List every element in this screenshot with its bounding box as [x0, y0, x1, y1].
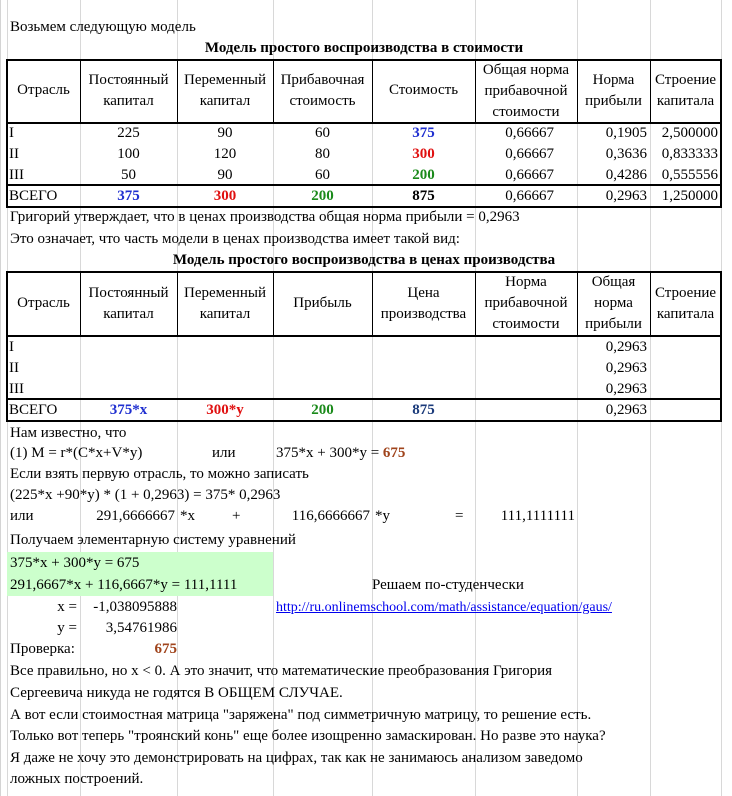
conclusion-line-5[interactable]: Я даже не хочу это демонстрировать на цифрах, так как не занимаюсь анализом заведомо [10, 750, 583, 766]
conclusion-line-1[interactable]: Все правильно, но x < 0. А это значит, что математические преобразования Григория [10, 663, 553, 679]
grigoriy-claim[interactable]: Григорий утверждает, что в ценах производства общая норма прибыли = 0,2963 [10, 209, 520, 225]
y-label[interactable]: *y [375, 508, 390, 524]
x-result-label[interactable]: x = [57, 599, 77, 615]
x-label[interactable]: *x [180, 508, 195, 524]
formula-2-value: 675 [382, 445, 406, 461]
or-1[interactable]: или [212, 445, 236, 461]
equation-2[interactable]: 291,6667*x + 116,6667*y = 111,1111 [10, 577, 238, 593]
t1-header-surplus-rate[interactable]: Общая норма прибавочной стоимости [482, 62, 570, 120]
t1-header-const-capital[interactable]: Постоянный капитал [88, 72, 169, 109]
coef-x[interactable]: 291,6666667 [96, 508, 175, 524]
x-result[interactable]: -1,038095888 [93, 599, 177, 615]
table1-title[interactable]: Модель простого воспроизводства в стоимости [204, 40, 524, 56]
t2-header-var-capital[interactable]: Переменный капитал [184, 285, 266, 322]
conclusion-line-2[interactable]: Сергеевича никуда не годятся В ОБЩЕМ СЛУЧАЕ. [10, 685, 343, 701]
t2-header-sector[interactable]: Отрасль [17, 295, 70, 311]
t1-header-sector[interactable]: Отрасль [17, 82, 70, 98]
plus-sign[interactable]: + [232, 508, 241, 524]
t1-header-surplus[interactable]: Прибавочная стоимость [280, 72, 365, 109]
equation-1[interactable]: 375*x + 300*y = 675 [10, 555, 140, 571]
check-value[interactable]: 675 [154, 641, 177, 657]
t2-header-price[interactable]: Цена производства [380, 285, 467, 322]
equals-sign[interactable]: = [455, 508, 464, 524]
known-text[interactable]: Нам известно, что [10, 425, 127, 441]
y-result[interactable]: 3,54761986 [105, 620, 177, 636]
first-sector-text[interactable]: Если взять первую отрасль, то можно записать [10, 466, 309, 482]
check-label[interactable]: Проверка: [10, 641, 75, 657]
formula-1[interactable]: (1) M = r*(C*x+V*y) [10, 445, 143, 461]
or-2[interactable]: или [10, 508, 34, 524]
t1-header-var-capital[interactable]: Переменный капитал [184, 72, 266, 109]
t1-header-structure[interactable]: Строение капитала [654, 72, 717, 109]
intro-text[interactable]: Возьмем следующую модель [10, 19, 196, 35]
t2-header-gen-profit-rate[interactable]: Общая норма прибыли [585, 274, 642, 332]
conclusion-line-3[interactable]: А вот если стоимостная матрица "заряжена" под симметричную матрицу, то решение есть. [10, 707, 592, 723]
spreadsheet: Возьмем следующую модель Модель простого воспроизводства в стоимости Отрасль Постоянный капитал Переменный капитал Прибавочная стоимость Стоимость Общая норма прибавочной стоимости Норма прибыли Строение капитала I 225 90 60 375 0,66667 0,1905 2,500000 II 100 120 80 300 0,66667 0,3636 0,833333 III 50 90 60 200 0,66667 0,4286 0,555556 ВСЕГО 375 300 200 875 0,66667 0,2963 1,250000 Григорий утверждает, что в ценах производства общая норма прибыли = 0,2963 Это означает, что часть модели в ценах производства имеет такой вид: Модель простого воспроизводства в ценах производства Отрасль Постоянный капитал Переменный капитал Прибыль Цена производства Норма прибавочной стоимости Общая норма прибыли Строение капитала I 0,2963 II 0,2963 III 0,2963 ВСЕГО 375*x 300*y 200 875 0,2963 Нам известно, что (1) M = r*(C*x+V*y) или 375*x + 300*y = 675 Если взять первую отрасль, то можно записать (225*x +90*y) * (1 + 0,2963) = 375* 0,2963 или 291,6666667 *x + 116,6666667 *y = 111,1111111 Получаем элементарную систему уравнений 375*x + 300*y = 675 291,6667*x + 116,6667*y = 111,1111 Решаем по-студенчески http://ru.onlinemschool.com/math/assistance/equation/gaus/ x = -1,038095888 y = 3,54761986 Проверка: 675 Все правильно, но x < 0. А это значит, что математические преобразования Григория Сергеевича никуда не годятся В ОБЩЕМ СЛУЧАЕ. А вот если стоимостная матрица "заряжена" под симметричную матрицу, то решение есть. Только вот теперь "троянский конь" еще более изощренно замаскирован. Но разве это наука? Я даже не хочу это демонстрировать на цифрах, так как не занимаюсь анализом заведомо ложных построений. [0, 0, 732, 796]
means-text[interactable]: Это означает, что часть модели в ценах производства имеет такой вид: [10, 231, 460, 247]
solve-label[interactable]: Решаем по-студенчески [372, 577, 524, 593]
conclusion-line-6[interactable]: ложных построений. [10, 771, 144, 787]
t1-header-value[interactable]: Стоимость [388, 82, 459, 98]
y-result-label[interactable]: y = [57, 620, 77, 636]
system-title[interactable]: Получаем элементарную систему уравнений [10, 532, 296, 548]
t2-header-const-capital[interactable]: Постоянный капитал [88, 285, 169, 322]
formula-3[interactable]: (225*x +90*y) * (1 + 0,2963) = 375* 0,2963 [10, 487, 281, 503]
t1-header-profit-rate[interactable]: Норма прибыли [585, 72, 642, 109]
t2-header-structure[interactable]: Строение капитала [654, 285, 717, 322]
conclusion-line-4[interactable]: Только вот теперь "троянский конь" еще более изощренно замаскирован. Но разве это наука? [10, 728, 606, 744]
coef-y[interactable]: 116,6666667 [291, 508, 370, 524]
solve-link[interactable]: http://ru.onlinemschool.com/math/assistance/equation/gaus/ [276, 600, 612, 615]
rhs-value[interactable]: 111,1111111 [500, 508, 575, 524]
formula-2[interactable]: 375*x + 300*y = 675 [276, 445, 406, 461]
table2-title[interactable]: Модель простого воспроизводства в ценах производства [172, 252, 556, 268]
t2-header-surplus-rate[interactable]: Норма прибавочной стоимости [484, 274, 568, 332]
t2-header-profit[interactable]: Прибыль [293, 295, 352, 311]
